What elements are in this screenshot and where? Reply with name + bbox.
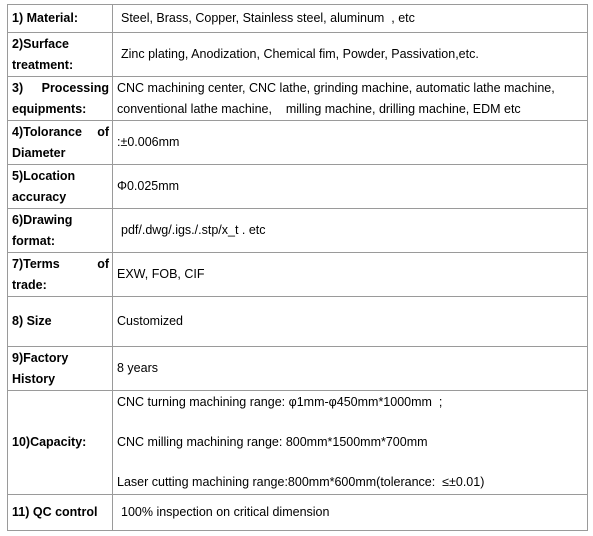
row-value-material: Steel, Brass, Copper, Stainless steel, aluminum , etc xyxy=(113,5,588,33)
table-row-size xyxy=(8,297,588,347)
row-label-size: 8) Size xyxy=(8,297,113,347)
row-value-size: Customized xyxy=(113,297,588,347)
table-row-capacity xyxy=(8,391,588,495)
row-value-processing-equipments xyxy=(113,77,588,121)
table-row-factory-history xyxy=(8,347,588,391)
row-label-capacity: 10)Capacity: xyxy=(8,391,113,495)
processing-line-1: CNC machining center, CNC lathe, grinding machine, automatic lathe machine, xyxy=(117,80,555,95)
row-value-capacity xyxy=(113,391,588,495)
table-row-material xyxy=(8,5,588,33)
processing-line-2: conventional lathe machine, milling machine, drilling machine, EDM etc xyxy=(117,101,521,116)
row-label-material: 1) Material: xyxy=(8,5,113,33)
capacity-line-milling: CNC milling machining range: 800mm*1500mm*700mm xyxy=(117,435,428,449)
row-value-qc-control: 100% inspection on critical dimension xyxy=(113,495,588,531)
row-value-tolerance: :±0.006mm xyxy=(113,121,588,165)
row-label-location-accuracy: 5)Location accuracy xyxy=(8,165,113,209)
row-label-factory-history: 9)Factory History xyxy=(8,347,113,391)
row-value-location-accuracy: Φ0.025mm xyxy=(113,165,588,209)
row-label-tolerance: 4)Tolorance of Diameter xyxy=(8,121,113,165)
table-row-surface-treatment xyxy=(8,33,588,77)
capacity-line-turning: CNC turning machining range: φ1mm-φ450mm*1000mm ; xyxy=(117,395,443,409)
specification-table xyxy=(7,4,588,531)
capacity-line-laser: Laser cutting machining range:800mm*600mm(tolerance: ≤±0.01) xyxy=(117,475,485,489)
row-value-terms-of-trade: EXW, FOB, CIF xyxy=(113,253,588,297)
row-label-drawing-format: 6)Drawing format: xyxy=(8,209,113,253)
table-row-processing-equipments xyxy=(8,77,588,121)
row-value-drawing-format: pdf/.dwg/.igs./.stp/x_t . etc xyxy=(113,209,588,253)
row-value-factory-history: 8 years xyxy=(113,347,588,391)
row-label-terms-of-trade: 7)Terms of trade: xyxy=(8,253,113,297)
row-label-processing-equipments: 3) Processing equipments: xyxy=(8,77,113,121)
row-value-surface-treatment: Zinc plating, Anodization, Chemical fim, Powder, Passivation,etc. xyxy=(113,33,588,77)
table-row-qc-control xyxy=(8,495,588,531)
table-row-location-accuracy xyxy=(8,165,588,209)
row-label-qc-control: 11) QC control xyxy=(8,495,113,531)
table-row-drawing-format xyxy=(8,209,588,253)
table-row-terms-of-trade xyxy=(8,253,588,297)
table-row-tolerance xyxy=(8,121,588,165)
row-label-surface-treatment: 2)Surface treatment: xyxy=(8,33,113,77)
